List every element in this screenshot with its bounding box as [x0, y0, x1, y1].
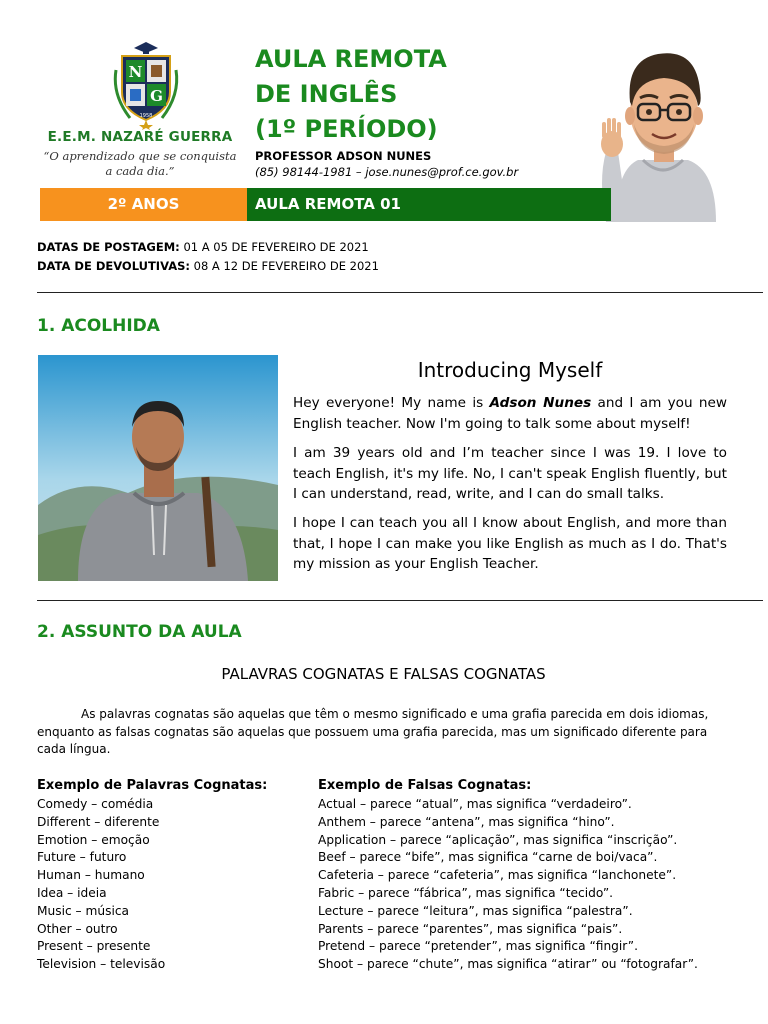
logo-letter-g: G [150, 87, 163, 105]
school-logo [110, 40, 182, 130]
logo-year: 1958 [139, 113, 153, 119]
list-item: Emotion – emoção [37, 832, 150, 847]
subject-title: PALAVRAS COGNATAS E FALSAS COGNATAS [221, 665, 546, 683]
list-item: Shoot – parece “chute”, mas significa “atirar” ou “fotografar”. [318, 957, 698, 972]
main-title [255, 42, 615, 147]
intro-paragraph-3: I hope I can teach you all I know about English, and more than that, I hope I can make you like English as much as I do. That's my mission as your English Teacher. [293, 515, 727, 572]
professor-contact: (85) 98144-1981 – jose.nunes@prof.ce.gov.br [255, 165, 519, 179]
list-item: Future – futuro [37, 850, 127, 865]
cognates-list [37, 796, 165, 974]
posting-dates-label: DATAS DE POSTAGEM: [37, 240, 180, 254]
professor-name: PROFESSOR ADSON NUNES [255, 149, 432, 163]
school-motto-line1: “O aprendizado que se conquista [43, 149, 237, 163]
grade-band: 2º ANOS [40, 188, 247, 221]
school-motto-line2: a cada dia.” [105, 164, 175, 178]
intro-heading: Introducing Myself [417, 358, 603, 382]
list-item: Comedy – comédia [37, 797, 154, 811]
list-item: Television – televisão [37, 957, 166, 972]
intro-paragraph-2: I am 39 years old and I’m teacher since I was 19. I love to teach English, it's my life. No, I can't speak English fluently, but I can understand, read, write, and I can do small talks. [293, 445, 727, 502]
return-dates-label: DATA DE DEVOLUTIVAS: [37, 259, 190, 273]
teacher-name: Adson Nunes [489, 395, 592, 411]
intro-paragraph-1 [293, 393, 727, 434]
logo-letter-n: N [128, 63, 143, 81]
list-item: Parents – parece “parentes”, mas significa “pais”. [318, 921, 623, 936]
return-dates-value: 08 A 12 DE FEVEREIRO DE 2021 [193, 259, 379, 273]
main-title-line2: DE INGLÊS [255, 80, 398, 108]
list-item: Fabric – parece “fábrica”, mas significa “tecido”. [318, 885, 614, 900]
list-item: Anthem – parece “antena”, mas significa “hino”. [318, 814, 615, 829]
main-title-line1: AULA REMOTA [255, 45, 447, 73]
school-name: E.E.M. NAZARÉ GUERRA [47, 129, 233, 145]
list-item: Cafeteria – parece “cafeteria”, mas significa “lanchonete”. [318, 868, 677, 883]
posting-dates-value: 01 A 05 DE FEVEREIRO DE 2021 [183, 240, 369, 254]
main-title-line3: (1º PERÍODO) [255, 115, 438, 143]
section-title-assunto: 2. ASSUNTO DA AULA [37, 622, 242, 642]
list-item: Different – diferente [37, 814, 160, 829]
school-motto [40, 149, 240, 179]
list-item: Other – outro [37, 921, 118, 936]
list-item: Lecture – parece “leitura”, mas significa “palestra”. [318, 903, 633, 918]
subject-paragraph-text: As palavras cognatas são aquelas que têm o mesmo significado e uma grafia parecida em dois idiomas, enquanto as falsas cognatas são aquelas que possuem uma grafia parecida, mas um significado diferente para cada língua. [37, 707, 709, 756]
section-title-acolhida: 1. ACOLHIDA [37, 316, 160, 336]
list-item: Idea – ideia [37, 885, 107, 900]
list-item: Pretend – parece “pretender”, mas significa “fingir”. [318, 939, 638, 954]
intro-p1-before: Hey everyone! My name is [293, 395, 490, 411]
list-item: Music – música [37, 903, 130, 918]
list-item: Human – humano [37, 868, 145, 883]
divider [37, 292, 763, 293]
divider [37, 600, 763, 601]
list-item: Actual – parece “atual”, mas significa “verdadeiro”. [318, 797, 632, 811]
teacher-photo [38, 355, 278, 581]
cartoon-avatar-image [598, 40, 728, 222]
posting-dates [37, 240, 369, 254]
list-item: Application – parece “aplicação”, mas significa “inscrição”. [318, 832, 678, 847]
return-dates [37, 259, 379, 273]
intro-p1-after: and I am you new English teacher. Now I'm going to talk some about myself! [293, 395, 728, 432]
subject-paragraph [37, 706, 727, 759]
cognates-heading: Exemplo de Palavras Cognatas: [37, 778, 268, 793]
list-item: Present – presente [37, 939, 151, 954]
false-cognates-heading: Exemplo de Falsas Cognatas: [318, 778, 532, 793]
lesson-band: AULA REMOTA 01 [247, 188, 611, 221]
false-cognates-list [318, 796, 698, 974]
list-item: Beef – parece “bife”, mas significa “carne de boi/vaca”. [318, 850, 658, 865]
